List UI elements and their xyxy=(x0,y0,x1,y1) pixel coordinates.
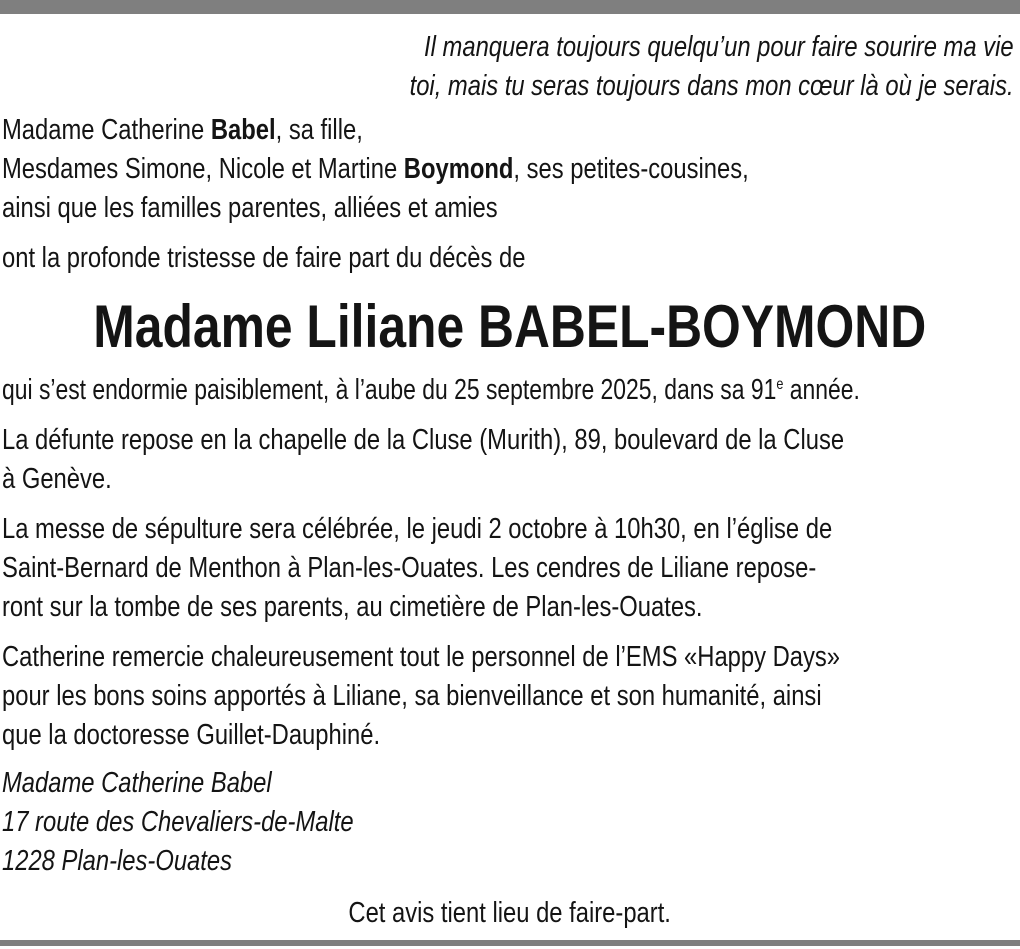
death-statement-main: qui s’est endormie paisiblement, à l’aube du 25 septembre 2025, dans sa 91 xyxy=(2,374,777,406)
ordinal-suffix: e xyxy=(776,376,784,393)
closing-note-text: Cet avis tient lieu de faire-part. xyxy=(348,897,672,929)
epigraph-line-2: toi, mais tu seras toujours dans mon cœur là où je serais. xyxy=(409,70,1014,102)
thanks-line-2: pour les bons soins apportés à Liliane, sa bienveillance et son humanité, ainsi xyxy=(2,680,822,712)
mass-line-1: La messe de sépulture sera célébrée, le jeudi 2 octobre à 10h30, en l’église de xyxy=(2,513,833,545)
top-rule xyxy=(0,0,1020,14)
mourner-line-cousins xyxy=(2,150,749,189)
mass-line-2: Saint-Bernard de Menthon à Plan-les-Ouates. Les cendres de Liliane repose- xyxy=(2,552,817,584)
signature-street: 17 route des Chevaliers-de-Malte xyxy=(2,806,354,838)
thanks-paragraph xyxy=(2,638,1020,755)
signature-block xyxy=(2,764,431,881)
thanks-line-3: que la doctoresse Guillet-Dauphiné. xyxy=(2,719,381,751)
mourner-line-daughter xyxy=(2,111,363,150)
closing-note xyxy=(0,894,1020,933)
mourner-relation: , sa fille, xyxy=(275,114,363,146)
deceased-name-text: Madame Liliane BABEL-BOYMOND xyxy=(93,293,927,360)
repose-line-1: La défunte repose en la chapelle de la Cluse (Murith), 89, boulevard de la Cluse xyxy=(2,424,845,456)
mourner-relation: , ses petites-cousines, xyxy=(513,153,749,185)
mourner-prefix: Mesdames Simone, Nicole et Martine xyxy=(2,153,404,185)
mass-line-3: ront sur la tombe de ses parents, au cimetière de Plan-les-Ouates. xyxy=(2,591,703,623)
mourner-surname: Boymond xyxy=(403,153,514,185)
repose-line-2: à Genève. xyxy=(2,463,112,495)
death-statement-end: année. xyxy=(783,374,860,406)
mourner-surname: Babel xyxy=(210,114,276,146)
signature-name: Madame Catherine Babel xyxy=(2,767,272,799)
signature-city: 1228 Plan-les-Ouates xyxy=(2,845,233,877)
epigraph xyxy=(277,28,1014,106)
death-statement xyxy=(2,371,860,410)
mourner-line-families: ainsi que les familles parentes, alliées et amies xyxy=(2,192,498,224)
bottom-rule xyxy=(0,940,1020,946)
mass-paragraph xyxy=(2,510,1020,627)
repose-paragraph xyxy=(2,421,1020,499)
deceased-name xyxy=(0,290,1020,364)
announcement-text: ont la profonde tristesse de faire part du décès de xyxy=(2,242,526,274)
thanks-line-1: Catherine remercie chaleureusement tout le personnel de l’EMS «Happy Days» xyxy=(2,641,841,673)
mourner-prefix: Madame Catherine xyxy=(2,114,211,146)
epigraph-line-1: Il manquera toujours quelqu’un pour faire sourire ma vie xyxy=(424,31,1014,63)
